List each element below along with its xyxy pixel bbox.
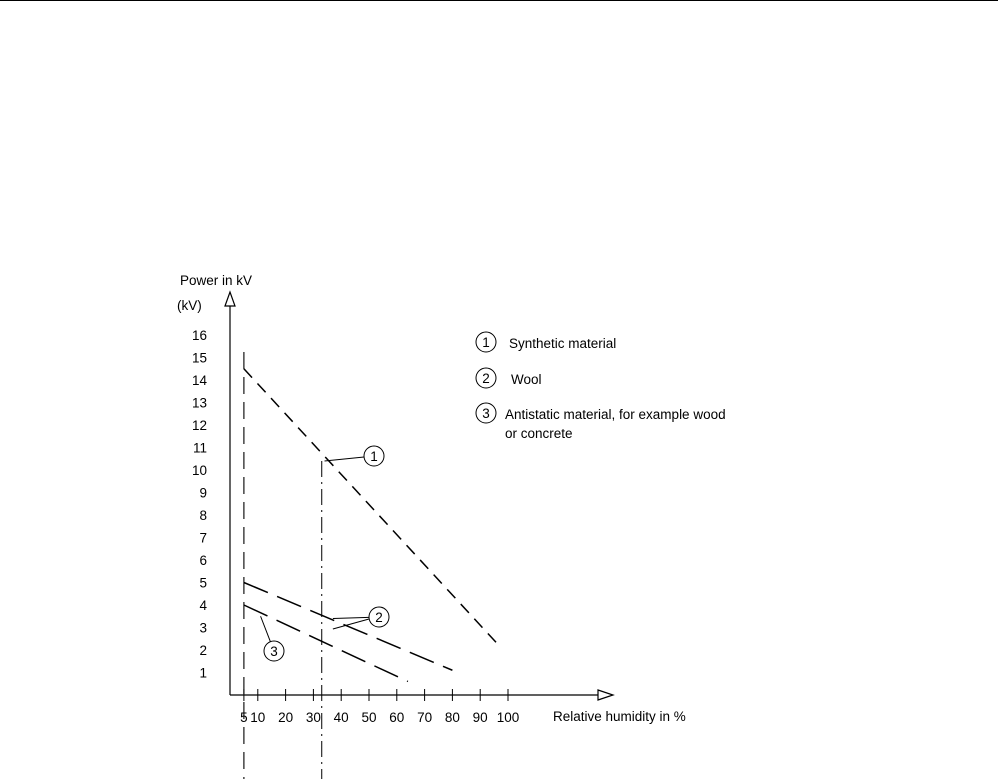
x-axis-arrow: [598, 690, 613, 700]
x-tick-label: 5: [240, 710, 248, 725]
legend-marker-number: 2: [482, 371, 490, 386]
callouts: [261, 446, 389, 661]
y-tick-label: 11: [192, 440, 207, 456]
y-tick-label: 2: [199, 643, 207, 658]
x-tick-label: 80: [444, 710, 460, 725]
y-tick-label: 1: [199, 665, 207, 681]
callout-number-1: 1: [370, 449, 378, 464]
legend-marker-number: 3: [482, 406, 490, 421]
y-tick-label: 14: [191, 373, 207, 388]
legend-label: Antistatic material, for example wood: [505, 407, 726, 422]
y-tick-label: 6: [199, 553, 207, 568]
y-tick-label: 4: [199, 598, 207, 613]
y-tick-label: 7: [199, 530, 207, 546]
x-tick-label: 70: [417, 710, 433, 725]
legend-label: Wool: [511, 372, 542, 387]
series-lines: [244, 369, 497, 682]
legend: [476, 332, 726, 441]
y-axis-label: Power in kV: [180, 273, 253, 288]
y-tick-label: 3: [199, 620, 207, 636]
axes: [225, 292, 613, 700]
y-axis-unit: (kV): [177, 298, 202, 313]
x-tick-label: 20: [278, 710, 294, 725]
x-tick-label: 50: [361, 710, 377, 725]
y-tick-label: 5: [199, 575, 207, 591]
series-line-1: [244, 369, 497, 644]
x-tick-label: 30: [305, 710, 321, 725]
callout-number-3: 3: [270, 644, 278, 659]
ticks: [192, 328, 519, 725]
callout-leader-2: [333, 617, 369, 618]
legend-label: or concrete: [505, 426, 573, 441]
x-axis-label: Relative humidity in %: [553, 709, 686, 724]
y-axis-arrow: [225, 292, 235, 306]
x-tick-label: 60: [389, 710, 405, 725]
legend-label: Synthetic material: [509, 336, 617, 351]
x-tick-label: 90: [472, 710, 488, 725]
legend-marker-number: 1: [482, 335, 490, 350]
callout-leader-3: [261, 616, 271, 641]
x-tick-label: 100: [496, 710, 520, 725]
callout-leader-1: [325, 457, 365, 461]
callout-number-2: 2: [375, 610, 383, 625]
y-tick-label: 13: [191, 395, 207, 411]
y-tick-label: 12: [191, 418, 207, 433]
y-tick-label: 15: [191, 350, 207, 366]
x-tick-label: 10: [250, 710, 266, 725]
x-tick-label: 40: [333, 710, 349, 725]
y-tick-label: 9: [199, 485, 207, 501]
y-tick-label: 16: [191, 328, 207, 343]
y-tick-label: 8: [199, 508, 207, 523]
y-tick-label: 10: [191, 463, 207, 478]
